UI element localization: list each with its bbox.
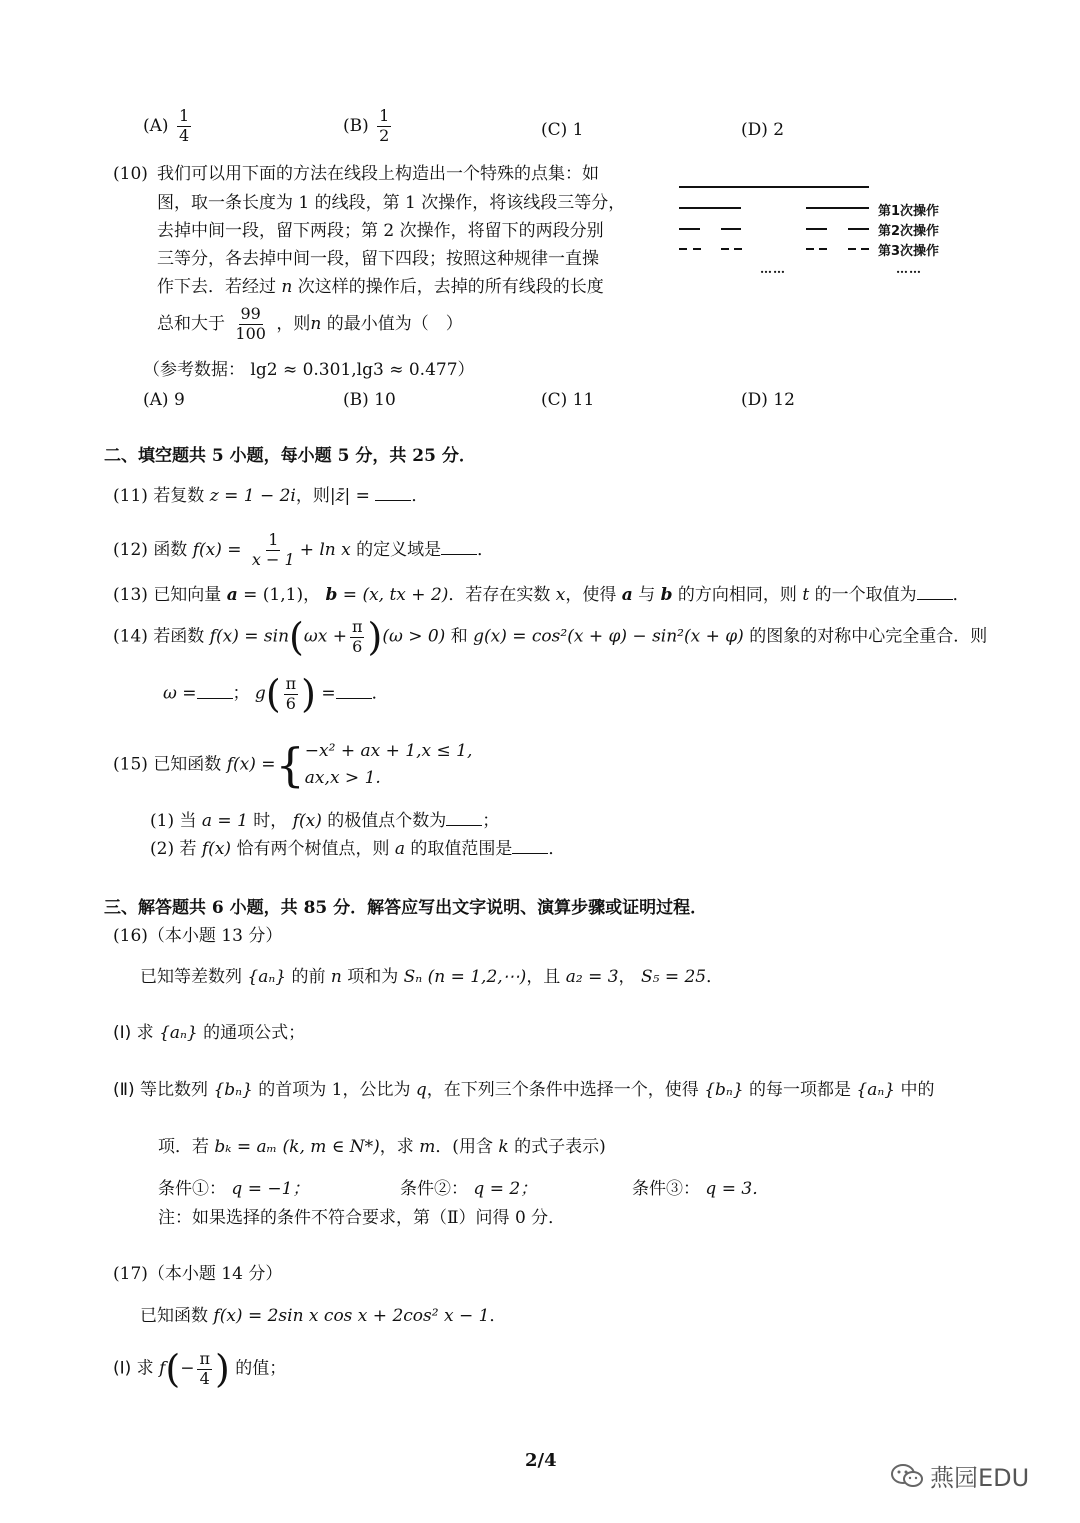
q15-sub2-a1: a	[394, 839, 405, 859]
segment-step2-4	[848, 228, 869, 230]
q14-text-c: 的图象的对称中心完全重合．则	[743, 626, 988, 647]
q16-part2-c: ，在下列三个条件中选择一个，使得	[426, 1080, 705, 1100]
q10-option-a: (A) 9	[143, 390, 185, 410]
q13-number: (13)	[113, 585, 148, 605]
q16-condition-1	[158, 1179, 309, 1200]
q14-omega: ω =	[163, 683, 197, 704]
q17-stem-b: ．	[489, 1306, 507, 1326]
q14-right-paren: )	[367, 615, 383, 659]
segment-step3-4	[734, 248, 742, 250]
q16-an: {aₙ}	[247, 967, 287, 987]
q9-a-num: 1	[178, 106, 190, 125]
q15-sub1	[150, 811, 499, 832]
q15-sub1-a: (1) 当	[150, 811, 202, 831]
q10-line5	[157, 277, 604, 298]
q17-part1-label: (Ⅰ)	[113, 1358, 132, 1379]
q17-pi: π	[199, 1348, 210, 1368]
q9-a-den: 4	[178, 125, 190, 145]
q10-line6	[157, 306, 463, 343]
q16-condition-2	[400, 1179, 537, 1200]
q16-part1-an: {aₙ}	[159, 1023, 198, 1043]
q15-sub1-d: ；	[482, 811, 500, 831]
q11-text-d: ．	[411, 486, 429, 506]
q13-vector-b-value: = (x, tx + 2)	[337, 585, 449, 605]
q15-sub2	[150, 839, 565, 860]
q15-case2-cond: x > 1.	[329, 768, 381, 789]
q16-cond2-label: 条件②：	[400, 1179, 468, 1199]
q16-cond2: q = 2；	[468, 1179, 538, 1199]
segment-step2-1	[679, 228, 700, 230]
q9-option-d: (D) 2	[741, 120, 785, 140]
q9-option-a-label: (A)	[143, 115, 169, 136]
q12-answer-blank[interactable]	[441, 540, 477, 555]
q14-g-fraction	[284, 673, 299, 713]
q16-part2-line2-c: ．(用含	[435, 1137, 499, 1157]
segment-step1-left	[679, 207, 741, 209]
q15-sub1-c: 的极值点个数为	[321, 811, 447, 831]
q14-pi-over-6	[350, 616, 365, 656]
q15-case2-expr: ax,	[304, 768, 330, 789]
q12-number: (12)	[113, 539, 148, 560]
q17-left-paren: (	[165, 1347, 181, 1391]
q15-number: (15)	[113, 754, 148, 775]
q16-cond1: q = −1；	[226, 1179, 310, 1199]
q12-frac-num: 1	[268, 530, 279, 549]
q14-eq: =	[315, 683, 336, 704]
q17-stem	[140, 1306, 506, 1327]
q17-stem-a: 已知函数	[140, 1306, 214, 1326]
q16-part2-line1	[113, 1080, 934, 1101]
q11-text-a: 若复数	[153, 486, 210, 506]
q11	[113, 486, 428, 507]
q9-option-a-fraction	[177, 108, 191, 145]
q12-text-c: ．	[477, 539, 495, 560]
q14-semi: ；	[232, 683, 250, 704]
diagram-label-step1: 第1次操作	[878, 204, 940, 219]
q14-text-b: 和	[445, 626, 474, 647]
q16-part2-bk: bₖ = aₘ (k, m ∈ N*)	[214, 1137, 380, 1157]
q17-part1-b: 的值；	[229, 1358, 287, 1379]
q16-stem-a: 已知等差数列	[140, 967, 248, 987]
q10-frac-den: 100	[235, 323, 266, 343]
q14-line2	[163, 672, 389, 716]
q10-line6-n: n	[310, 313, 322, 334]
q15-brace: {	[275, 738, 305, 793]
watermark-text: 燕园EDU	[930, 1464, 1030, 1492]
q9-option-b-fraction	[377, 108, 391, 145]
q15-sub2-fx: f(x)	[201, 839, 232, 859]
q10-line5-a: 作下去．若经过	[157, 277, 282, 297]
q16-cond3-label: 条件③：	[632, 1179, 700, 1199]
q14-end: ．	[371, 683, 389, 704]
q14-pi: π	[351, 616, 363, 636]
q10-option-b: (B) 10	[343, 390, 396, 410]
segment-step3-7	[848, 248, 856, 250]
q14-g-right-paren: )	[301, 672, 316, 716]
q14-inner: ωx +	[303, 626, 347, 647]
q13-vector-a: a	[226, 585, 238, 605]
q10-line5-b: 次这样的操作后，去掉的所有线段的长度	[292, 277, 604, 297]
q16-part2-e: 中的	[895, 1080, 935, 1100]
segment-step1-right	[806, 207, 869, 209]
q15-sub1-b: 时，	[247, 811, 293, 831]
q10-frac-num: 99	[240, 304, 261, 323]
q11-abs: |z̄|	[329, 486, 351, 506]
q14-left-paren: (	[289, 615, 304, 659]
q17-f: f	[159, 1358, 166, 1379]
q12-tail: + ln x	[299, 539, 351, 560]
q13-x: x	[555, 585, 566, 605]
q10-option-d: (D) 12	[741, 390, 795, 410]
q16-part2-d: 的每一项都是	[743, 1080, 857, 1100]
q10-line4: 三等分，各去掉中间一段，留下四段；按照这种规律一直操	[157, 249, 599, 269]
q16-part1-b: 的通项公式；	[197, 1023, 306, 1043]
q14-gx: g(x) = cos²(x + φ) − sin²(x + φ)	[473, 626, 744, 647]
q12-frac-den: x − 1	[251, 549, 295, 569]
q16-stem-e: ，	[618, 967, 641, 987]
segment-step3-6	[819, 248, 827, 250]
q16-part1	[113, 1023, 305, 1044]
segment-step2-2	[721, 228, 741, 230]
q16-part2-b: 的首项为 1，公比为	[252, 1080, 416, 1100]
q9-option-b-label: (B)	[343, 115, 369, 136]
q15-sub1-answer-blank[interactable]	[446, 811, 482, 826]
q13-b2: b	[660, 585, 673, 605]
q16-stem-d: ，且	[526, 967, 566, 987]
segment-step3-1	[679, 248, 687, 250]
q17-right-paren: )	[214, 1347, 230, 1391]
q17-number: (17)	[113, 1264, 148, 1284]
q11-expr: z = 1 − 2i	[209, 486, 296, 506]
q15-sub1-fx: f(x)	[292, 811, 322, 831]
section2-title: 二、填空题共 5 小题，每小题 5 分，共 25 分．	[104, 446, 476, 466]
q16-part2-bn: {bₙ}	[213, 1080, 253, 1100]
q13-t: t	[802, 585, 810, 605]
q13	[113, 585, 970, 606]
q13-text-e: 的方向相同，则	[672, 585, 803, 605]
q10-line1: 我们可以用下面的方法在线段上构造出一个特殊的点集：如	[157, 164, 599, 184]
q15-sub2-b: 恰有两个树值点，则	[231, 839, 395, 859]
q12-text-b: 的定义域是	[350, 539, 442, 560]
q13-a2: a	[621, 585, 633, 605]
q14-g-six: 6	[285, 693, 296, 713]
q17-part1	[113, 1347, 287, 1391]
q12-fx: f(x) =	[192, 539, 242, 560]
q9-b-den: 2	[379, 125, 390, 145]
q17-part1-a: 求	[131, 1358, 160, 1379]
q17-neg: −	[180, 1358, 195, 1379]
q10-line6-b: ，则	[276, 313, 311, 334]
q11-answer-blank[interactable]	[375, 486, 411, 501]
q16-part2-m: m	[419, 1137, 436, 1157]
q16-header	[113, 926, 282, 947]
q15-sub2-a: (2) 若	[150, 839, 202, 859]
q14-line1	[113, 615, 988, 659]
q16-part2-line2-b: ，求	[379, 1137, 420, 1157]
q15-text-a: 已知函数	[153, 754, 227, 775]
q13-text-g: ．	[952, 585, 970, 605]
diagram-label-step3: 第3次操作	[878, 244, 940, 259]
q14-g-pi: π	[285, 673, 297, 693]
q9-b-num: 1	[379, 106, 390, 125]
q10-line6-a: 总和大于	[157, 313, 225, 334]
q16-n: n	[330, 967, 342, 987]
q16-stem-b: 的前	[286, 967, 331, 987]
q15	[113, 738, 472, 792]
q16-cond1-label: 条件①：	[158, 1179, 226, 1199]
q15-case1-cond: x ≤ 1,	[421, 741, 473, 761]
q10-fraction	[233, 306, 268, 343]
q13-text-d: 与	[632, 585, 661, 605]
q12-fraction	[250, 532, 297, 569]
q16-part2-a: 等比数列	[134, 1080, 214, 1100]
q16-part2-line2-d: 的式子表示)	[508, 1137, 606, 1157]
q10-line6-c: 的最小值为（ ）	[321, 313, 463, 334]
q13-text-c: ，使得	[565, 585, 622, 605]
q16-a2: a₂ = 3	[565, 967, 619, 987]
q10-option-c: (C) 11	[541, 390, 595, 410]
q17-header	[113, 1264, 282, 1285]
q12	[113, 532, 494, 569]
q10-line5-n: n	[281, 277, 293, 297]
q16-part2-bn2: {bₙ}	[704, 1080, 744, 1100]
q16-note: 注：如果选择的条件不符合要求，第（Ⅱ）问得 0 分．	[158, 1208, 566, 1228]
q17-four: 4	[199, 1368, 210, 1388]
q10-number: (10)	[113, 164, 148, 184]
q13-sep: ，	[303, 585, 326, 605]
diagram-ellipsis-right: ……	[896, 262, 922, 276]
q16-part1-label: (Ⅰ)	[113, 1023, 132, 1043]
q17-fx: f(x) = 2sin x cos x + 2cos² x − 1	[213, 1306, 490, 1326]
q11-text-b: ，则	[295, 486, 330, 506]
q16-part2-line2	[158, 1137, 606, 1158]
q16-part2-an: {aₙ}	[856, 1080, 896, 1100]
q11-text-c: =	[350, 486, 376, 506]
q17-pi-over-4	[197, 1348, 212, 1388]
q16-stem	[140, 967, 723, 988]
q14-g-left-paren: (	[265, 672, 281, 716]
q14-six: 6	[352, 636, 363, 656]
q16-cond3: q = 3．	[700, 1179, 770, 1199]
diagram-ellipsis-left: ……	[760, 262, 786, 276]
q14-cond: (ω > 0)	[382, 626, 446, 647]
q10-line2: 图，取一条长度为 1 的线段，第 1 次操作，将该线段三等分，	[157, 193, 626, 213]
section3-title: 三、解答题共 6 小题，共 85 分．解答应写出文字说明、演算步骤或证明过程．	[104, 898, 708, 918]
q13-text-f: 的一个取值为	[809, 585, 917, 605]
q16-part1-a: 求	[131, 1023, 160, 1043]
q15-sub1-a1: a = 1	[201, 811, 248, 831]
q15-sub2-d: ．	[548, 839, 566, 859]
q16-part2-k: k	[498, 1137, 509, 1157]
q16-number: (16)	[113, 926, 148, 946]
segment-step3-2	[693, 248, 701, 250]
page-number: 2/4	[525, 1450, 557, 1471]
q9-option-c: (C) 1	[541, 120, 584, 140]
q15-sub2-answer-blank[interactable]	[512, 839, 548, 854]
q16-score: （本小题 13 分）	[147, 926, 283, 946]
q17-score: （本小题 14 分）	[147, 1264, 283, 1284]
q16-part2-label: (Ⅱ)	[113, 1080, 135, 1100]
q13-vector-a-value: = (1,1)	[237, 585, 304, 605]
q15-fx: f(x) =	[226, 754, 276, 775]
q10-reference-data: （参考数据： lg2 ≈ 0.301,lg3 ≈ 0.477）	[143, 360, 475, 380]
q14-answer-blank-2[interactable]	[336, 684, 372, 699]
q16-condition-3	[632, 1179, 769, 1200]
q11-number: (11)	[113, 486, 148, 506]
q13-answer-blank[interactable]	[917, 585, 953, 600]
q13-text-b: ．若存在实数	[448, 585, 556, 605]
q16-part2-q: q	[415, 1080, 427, 1100]
q9-option-a	[143, 108, 194, 145]
q14-text-a: 若函数	[153, 626, 210, 647]
q12-text-a: 函数	[153, 539, 193, 560]
q14-answer-blank-1[interactable]	[197, 684, 233, 699]
q15-sub2-c: 的取值范围是	[405, 839, 513, 859]
q14-number: (14)	[113, 626, 148, 647]
segment-step3-8	[861, 248, 869, 250]
q13-text-a: 已知向量	[153, 585, 227, 605]
segment-step2-3	[806, 228, 827, 230]
watermark	[890, 1458, 1029, 1493]
q16-part2-line2-a: 项．若	[158, 1137, 215, 1157]
q14-fx: f(x) = sin	[209, 626, 290, 647]
segment-step3-5	[806, 248, 814, 250]
diagram-label-step2: 第2次操作	[878, 224, 940, 239]
q16-S5: S₅ = 25	[640, 967, 707, 987]
segment-original	[679, 186, 869, 188]
q9-option-b	[343, 108, 394, 145]
q14-g: g	[254, 683, 266, 704]
q15-case1-expr: −x² + ax + 1,	[304, 741, 422, 761]
q10-line3: 去掉中间一段，留下两段；第 2 次操作，将留下的两段分别	[157, 221, 604, 241]
q16-Sn: Sₙ (n = 1,2,⋯)	[403, 967, 527, 987]
wechat-icon	[890, 1462, 924, 1490]
q13-vector-b: b	[325, 585, 338, 605]
segment-step3-3	[721, 248, 729, 250]
q15-piecewise	[305, 738, 473, 792]
q16-stem-f: ．	[706, 967, 724, 987]
q16-stem-c: 项和为	[341, 967, 404, 987]
